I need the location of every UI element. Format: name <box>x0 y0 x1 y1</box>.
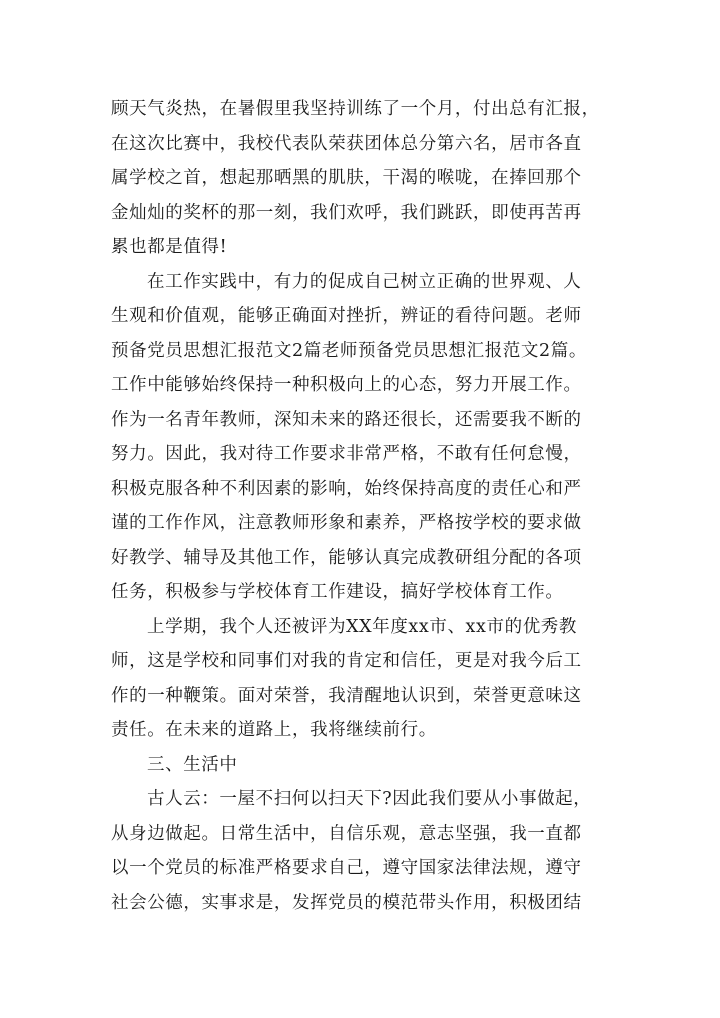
body-text <box>111 92 631 920</box>
text-line: 工作中能够始终保持一种积极向上的心态，努力开展工作。 <box>111 375 582 395</box>
paragraph-start-line: 在工作实践中，有力的促成自己树立正确的世界观、人 <box>147 271 582 292</box>
text-line: 谨的工作作风，注意教师形象和素养，严格按学校的要求做 <box>111 513 582 533</box>
paragraph-start-line: 上学期，我个人还被评为XX年度xx市、xx市的优秀教 <box>147 616 577 637</box>
paragraph-start-line: 古人云：一屋不扫何以扫天下?因此我们要从小事做起， <box>147 789 592 809</box>
section-heading: 三、生活中 <box>147 754 238 775</box>
text-line: 金灿灿的奖杯的那一刻，我们欢呼，我们跳跃，即使再苦再 <box>111 202 582 223</box>
text-line: 从身边做起。日常生活中，自信乐观，意志坚强，我一直都 <box>111 823 582 844</box>
text-line: 累也都是值得! <box>111 237 228 257</box>
text-line: 努力。因此，我对待工作要求非常严格，不敢有任何怠慢， <box>111 444 582 464</box>
text-line: 积极克服各种不利因素的影响，始终保持高度的责任心和严 <box>111 478 582 499</box>
text-line: 属学校之首，想起那晒黑的肌肤，干渴的喉咙，在捧回那个 <box>111 168 582 188</box>
text-line: 作为一名青年教师，深知未来的路还很长，还需要我不断的 <box>111 409 582 430</box>
text-line: 顾天气炎热，在暑假里我坚持训练了一个月，付出总有汇报， <box>111 99 600 119</box>
text-line: 责任。在未来的道路上，我将继续前行。 <box>111 720 437 740</box>
text-line: 以一个党员的标准严格要求自己，遵守国家法律法规，遵守 <box>111 858 582 878</box>
text-line: 任务，积极参与学校体育工作建设，搞好学校体育工作。 <box>111 582 564 602</box>
text-line: 社会公德，实事求是，发挥党员的模范带头作用，积极团结 <box>111 892 582 913</box>
text-line: 预备党员思想汇报范文2篇老师预备党员思想汇报范文2篇。 <box>111 340 587 361</box>
text-line: 师，这是学校和同事们对我的肯定和信任，更是对我今后工 <box>111 651 582 671</box>
text-line: 生观和价值观，能够正确面对挫折，辨证的看待问题。老师 <box>111 306 582 326</box>
text-line: 作的一种鞭策。面对荣誉，我清醒地认识到，荣誉更意味这 <box>111 685 582 706</box>
text-line: 在这次比赛中，我校代表队荣获团体总分第六名，居市各直 <box>111 133 582 154</box>
text-line: 好教学、辅导及其他工作，能够认真完成教研组分配的各项 <box>111 547 582 568</box>
